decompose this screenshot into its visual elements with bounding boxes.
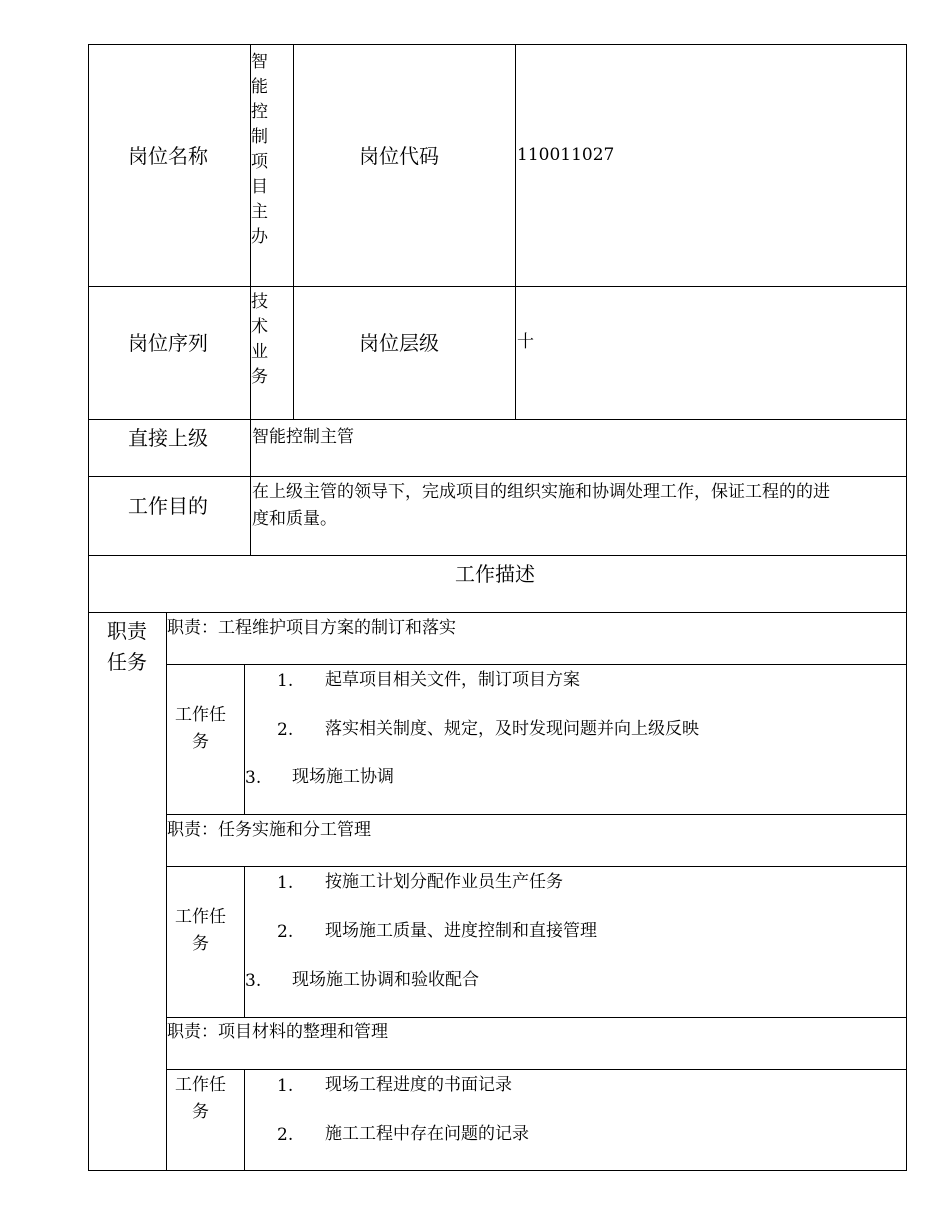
- task-label: 工作任: [175, 1075, 226, 1095]
- position-code-label: 岗位代码: [359, 144, 439, 168]
- task-label: 务: [192, 732, 209, 752]
- task-number: 1.: [277, 671, 294, 691]
- task-label: 工作任: [175, 705, 226, 725]
- position-level-label: 岗位层级: [359, 331, 439, 355]
- row-divider: [166, 866, 907, 867]
- table-border-right: [906, 44, 907, 1171]
- row-divider: [166, 664, 907, 665]
- position-code-value: 110011027: [517, 145, 615, 165]
- task-number: 3.: [245, 768, 262, 788]
- task-number: 2.: [277, 922, 294, 942]
- task-item: 施工工程中存在问题的记录: [325, 1124, 529, 1144]
- superior-label: 直接上级: [128, 426, 208, 450]
- column-divider: [244, 664, 245, 815]
- task-item: 现场施工协调: [292, 767, 394, 787]
- row-divider: [166, 1017, 907, 1018]
- row-divider: [166, 1069, 907, 1070]
- task-item: 现场施工质量、进度控制和直接管理: [325, 921, 597, 941]
- position-sequence-value: [251, 290, 273, 390]
- task-item: 按施工计划分配作业员生产任务: [325, 872, 563, 892]
- row-divider: [88, 419, 907, 420]
- task-label: 工作任: [175, 907, 226, 927]
- description-title: 工作描述: [455, 562, 535, 586]
- task-number: 2.: [277, 720, 294, 740]
- duty-section-label: 任务: [107, 650, 147, 674]
- table-border-left: [88, 44, 89, 1171]
- task-number: 2.: [277, 1125, 294, 1145]
- task-number: 3.: [245, 971, 262, 991]
- column-divider: [244, 866, 245, 1018]
- column-divider: [244, 1069, 245, 1171]
- task-label: 务: [192, 934, 209, 954]
- superior-value: 智能控制主管: [252, 427, 354, 447]
- row-divider: [88, 612, 907, 613]
- table-border-bottom: [88, 1170, 907, 1171]
- duty-title: 职责：工程维护项目方案的制订和落实: [167, 618, 456, 638]
- row-divider: [88, 286, 907, 287]
- task-label: 务: [192, 1102, 209, 1122]
- duty-title: 职责：任务实施和分工管理: [167, 820, 371, 840]
- purpose-label: 工作目的: [128, 494, 208, 518]
- row-divider: [166, 814, 907, 815]
- position-name-value-text: 智能控制项目主办: [251, 52, 268, 247]
- column-divider: [293, 44, 294, 420]
- task-item: 现场施工协调和验收配合: [292, 970, 479, 990]
- task-number: 1.: [277, 873, 294, 893]
- task-item: 起草项目相关文件，制订项目方案: [325, 670, 580, 690]
- purpose-value-line2: 度和质量。: [252, 509, 337, 529]
- column-divider: [166, 612, 167, 1171]
- row-divider: [88, 476, 907, 477]
- column-divider: [515, 44, 516, 420]
- duty-title: 职责：项目材料的整理和管理: [167, 1022, 388, 1042]
- task-item: 现场工程进度的书面记录: [325, 1075, 512, 1095]
- table-border-top: [88, 44, 907, 45]
- task-item: 落实相关制度、规定，及时发现问题并向上级反映: [325, 719, 699, 739]
- duty-section-label: 职责: [107, 619, 147, 643]
- position-sequence-label: 岗位序列: [128, 331, 208, 355]
- position-name-label: 岗位名称: [128, 144, 208, 168]
- purpose-value-line1: 在上级主管的领导下，完成项目的组织实施和协调处理工作，保证工程的的进: [252, 482, 830, 502]
- position-sequence-value-text: 技术业务: [251, 292, 268, 387]
- task-number: 1.: [277, 1076, 294, 1096]
- position-level-value: 十: [517, 332, 534, 352]
- row-divider: [88, 555, 907, 556]
- position-name-value: [251, 50, 273, 250]
